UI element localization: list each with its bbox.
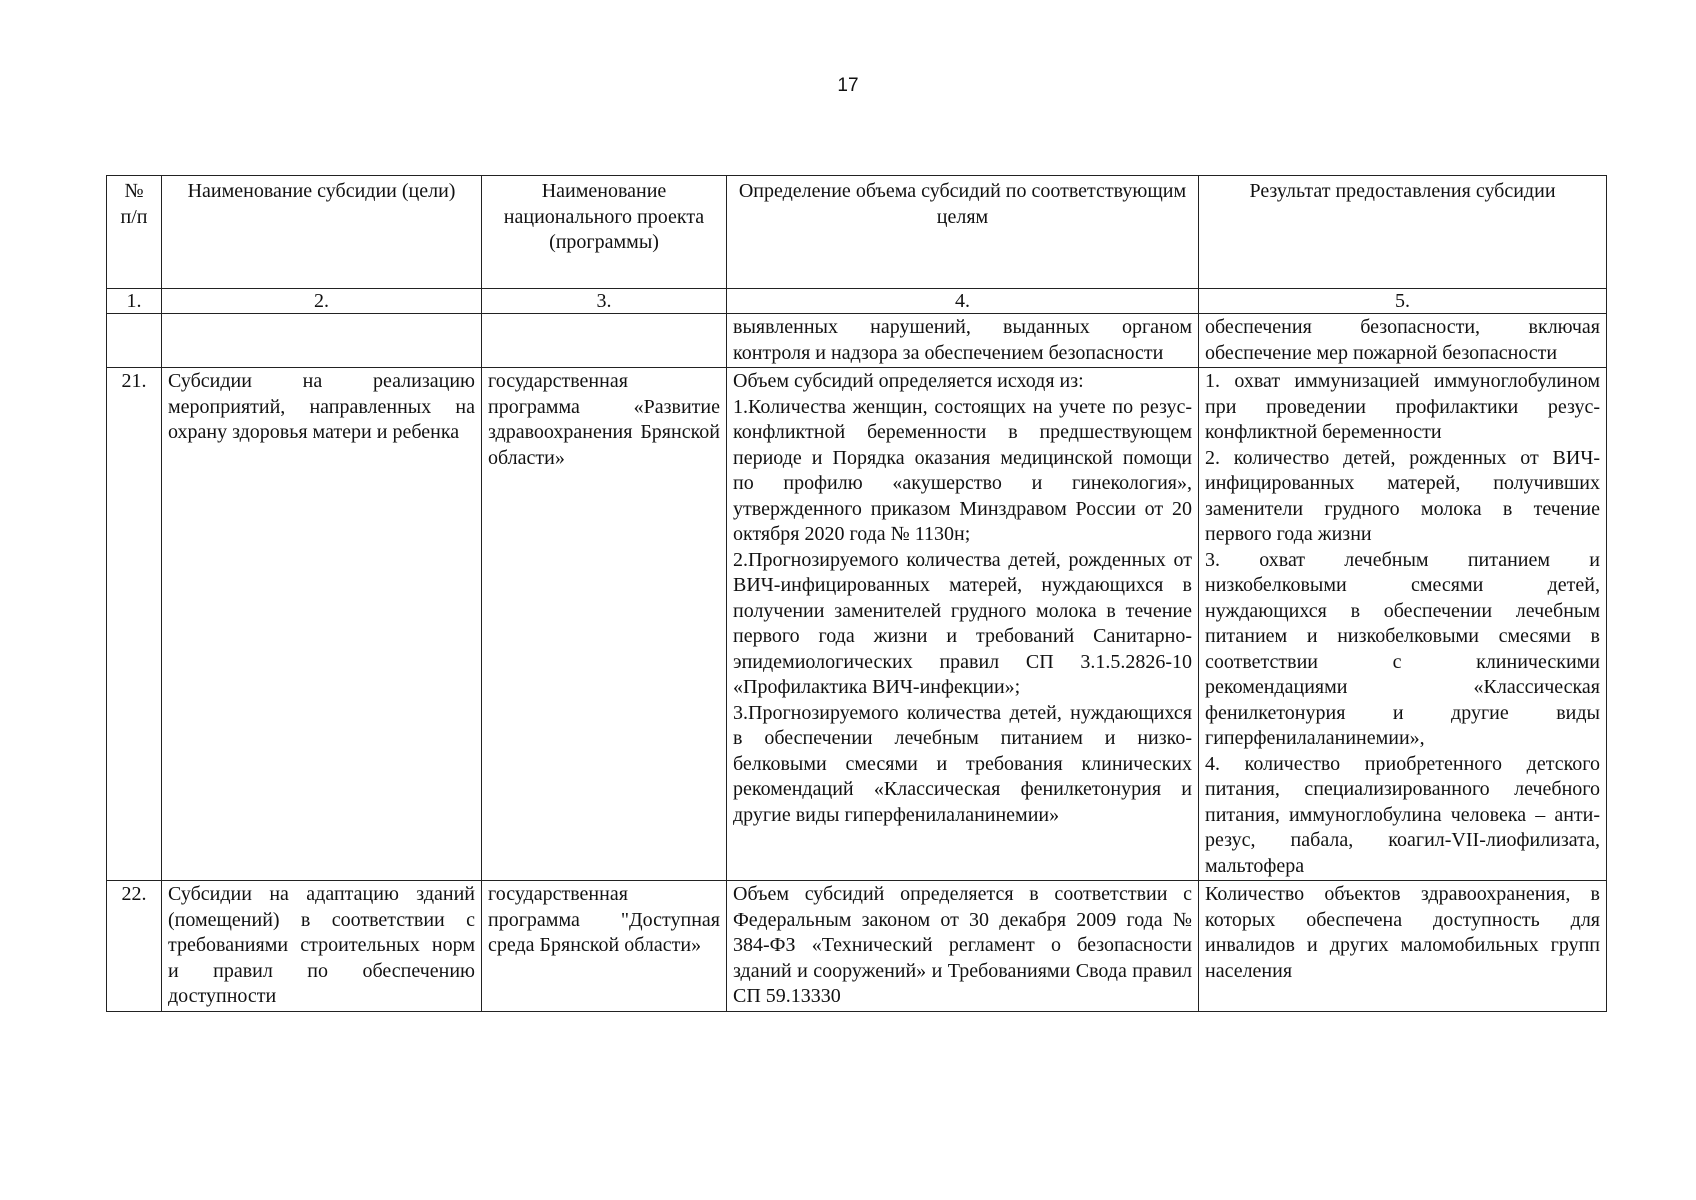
result-paragraph: 4. количество приобретенного детского питания, специализированного лечебного питания, иммуноглобулина человека – анти-резус, пабала, коагил-VII-лиофилизата, мальтофера (1205, 752, 1600, 877)
subsidy-name-cell (162, 314, 482, 368)
result-paragraph: Количество объектов здравоохранения, в которых обеспечена доступность для инвалидов и других маломобильных групп населения (1205, 883, 1600, 982)
header-national-project: Наименование национального проекта (программы) (482, 176, 727, 289)
result-cell (1199, 881, 1607, 1012)
volume-paragraph: 1.Количества женщин, состоящих на учете по резус-конфликтной беременности в предшествующем периоде и Порядка оказания медицинской помощи по профилю «акушерство и гинекология», утвержденного приказом Минздравом России от 20 октября 2020 года № 1130н; (733, 395, 1192, 545)
result-cell (1199, 314, 1607, 368)
volume-paragraph: выявленных нарушений, выданных органом контроля и надзора за обеспечением безопасности (733, 316, 1192, 364)
row-number (107, 314, 162, 368)
header-row (107, 176, 1607, 289)
result-paragraph: 1. охват иммунизацией иммуноглобулином при проведении профилактики резус-конфликтной беременности (1205, 370, 1600, 443)
program-cell: государственная программа «Развитие здравоохранения Брянской области» (482, 368, 727, 881)
column-number: 4. (727, 289, 1199, 314)
volume-paragraph: Объем субсидий определяется исходя из: (733, 370, 1084, 392)
result-paragraph: обеспечения безопасности, включая обеспечение мер пожарной безопасности (1205, 316, 1600, 364)
column-number: 5. (1199, 289, 1607, 314)
volume-paragraph: Объем субсидий определяется в соответствии с Федеральным законом от 30 декабря 2009 года № 384-ФЗ «Технический регламент о безопасности зданий и сооружений» и Требованиями Свода правил СП 59.13330 (733, 883, 1192, 1007)
program-cell: государственная программа "Доступная среда Брянской области» (482, 881, 727, 1012)
column-number: 3. (482, 289, 727, 314)
volume-cell (727, 368, 1199, 881)
table-row (107, 881, 1607, 1012)
table-row (107, 314, 1607, 368)
column-numbers-row (107, 289, 1607, 314)
row-number: 21. (107, 368, 162, 881)
result-paragraph: 2. количество детей, рожденных от ВИЧ-инфицированных матерей, получивших заменители грудного молока в течение первого года жизни (1205, 446, 1600, 545)
row-number: 22. (107, 881, 162, 1012)
subsidy-name-cell: Субсидии на адаптацию зданий (помещений) в соответствии с требованиями строительных норм и правил по обеспечению доступности (162, 881, 482, 1012)
subsidy-name-cell: Субсидии на реализацию мероприятий, направленных на охрану здоровья матери и ребенка (162, 368, 482, 881)
program-cell (482, 314, 727, 368)
column-number: 1. (107, 289, 162, 314)
page-number: 17 (837, 75, 859, 96)
header-subsidy-name: Наименование субсидии (цели) (162, 176, 482, 289)
result-cell (1199, 368, 1607, 881)
column-number: 2. (162, 289, 482, 314)
header-number: № п/п (107, 176, 162, 289)
volume-cell (727, 314, 1199, 368)
header-result: Результат предоставления субсидии (1199, 176, 1607, 289)
volume-cell (727, 881, 1199, 1012)
header-volume-definition: Определение объема субсидий по соответствующим целям (727, 176, 1199, 289)
table-row (107, 368, 1607, 881)
volume-paragraph: 2.Прогнозируемого количества детей, рожденных от ВИЧ-инфицированных матерей, нуждающихся в получении заменителей грудного молока в течение первого года жизни и требований Санитарно-эпидемиологических правил СП 3.1.5.2826-10 «Профилактика ВИЧ-инфекции»; (733, 548, 1192, 698)
result-paragraph: 3. охват лечебным питанием и низкобелковыми смесями детей, нуждающихся в обеспечении лечебным питанием и низкобелковыми смесями в соответствии с клиническими рекомендациями «Классическая фенилкетонурия и другие виды гиперфенилаланинемии», (1205, 548, 1600, 749)
volume-paragraph: 3.Прогнозируемого количества детей, нуждающихся в обеспечении лечебным питанием и низко-белковыми смесями и требования клинических рекомендаций «Классическая фенилкетонурия и другие виды гиперфенилаланинемии» (733, 701, 1192, 826)
subsidy-table (106, 175, 1607, 1012)
